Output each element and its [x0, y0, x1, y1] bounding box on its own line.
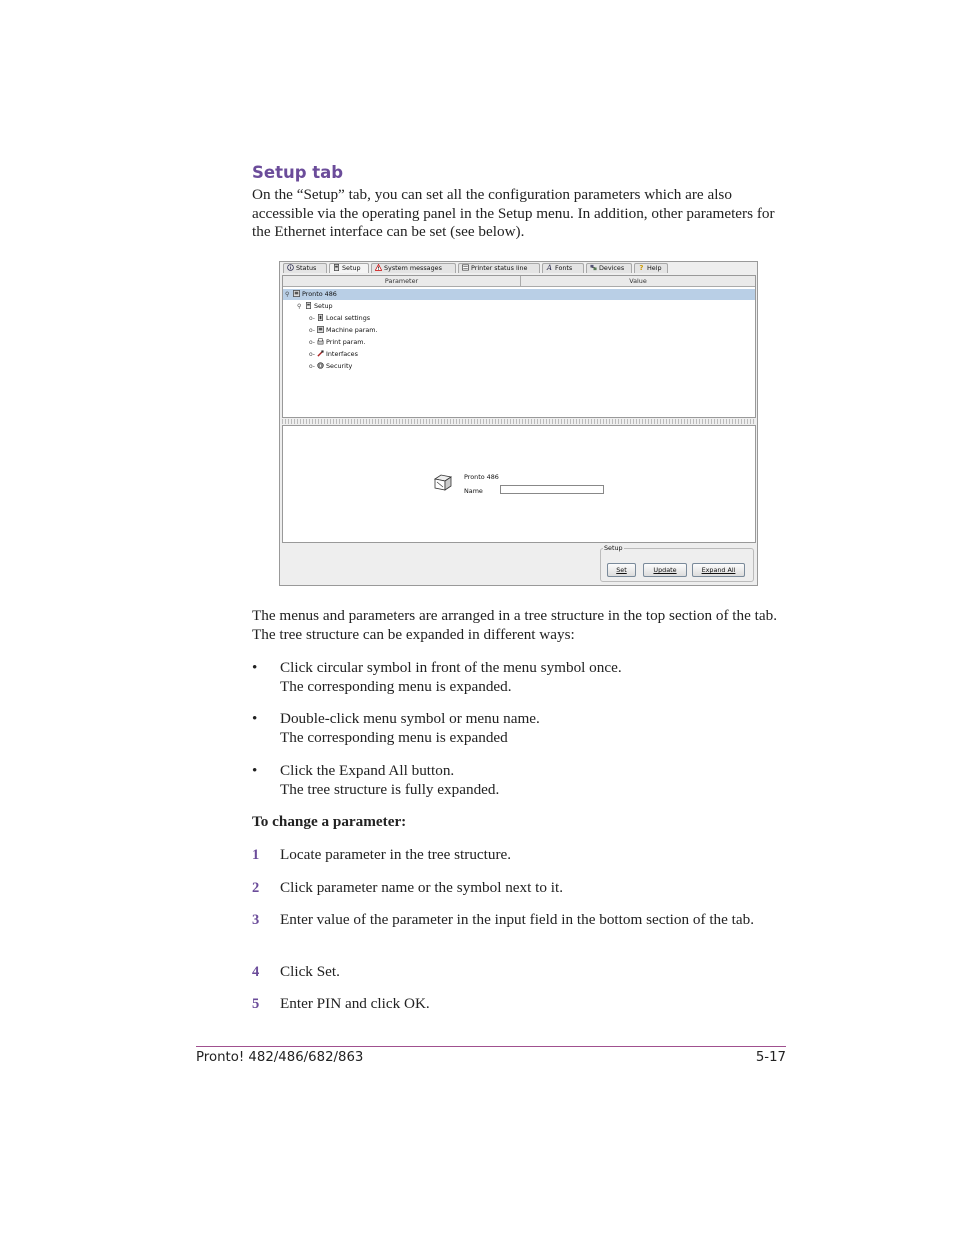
bullet-action: Click circular symbol in front of the menu symbol once.	[280, 659, 622, 676]
bullet-mark: •	[252, 762, 258, 779]
tree-node-local-settings[interactable]	[309, 313, 370, 324]
update-button[interactable]: Update	[643, 563, 687, 577]
svg-text:?: ?	[639, 264, 644, 271]
tab-devices[interactable]	[586, 263, 632, 273]
collapsed-toggle-icon[interactable]: o-	[309, 327, 315, 334]
tab-printer-status-line-label: Printer status line	[471, 264, 528, 272]
tree-node-label: Security	[326, 362, 353, 370]
tab-fonts[interactable]	[542, 263, 584, 273]
bullet-mark: •	[252, 659, 258, 676]
footer-page-number: 5-17	[755, 1050, 786, 1065]
warning-icon	[375, 264, 382, 271]
tab-status[interactable]	[283, 263, 327, 273]
tree-node-machine-param[interactable]	[309, 325, 378, 336]
tree-node-label: Print param.	[326, 338, 366, 346]
name-input[interactable]	[500, 485, 604, 494]
name-field-label: Name	[464, 487, 483, 495]
tree-node-root[interactable]	[283, 289, 755, 300]
bullet-result: The corresponding menu is expanded.	[280, 677, 512, 695]
interfaces-plug-icon	[317, 350, 324, 357]
step-number: 3	[252, 912, 260, 928]
machine-param-icon	[317, 326, 324, 333]
setup-menu-icon	[305, 302, 312, 309]
status-line-icon	[462, 264, 469, 271]
bullet-mark: •	[252, 710, 258, 727]
devices-icon	[590, 264, 597, 271]
step-text: Click Set.	[280, 963, 340, 980]
parameter-detail-panel	[282, 425, 756, 543]
tree-node-setup-label: Setup	[314, 302, 333, 310]
split-pane-divider[interactable]	[282, 419, 756, 424]
footer-rule	[196, 1046, 786, 1047]
step-number: 4	[252, 964, 260, 980]
tree-node-print-param[interactable]	[309, 337, 366, 348]
tab-setup-label: Setup	[342, 264, 361, 272]
help-icon	[638, 264, 645, 271]
tree-description-paragraph: The menus and parameters are arranged in a tree structure in the top section of the tab. The tree structure can be expanded in different ways:	[252, 607, 778, 643]
step-text: Enter value of the parameter in the input field in the bottom section of the tab.	[280, 911, 755, 928]
expand-toggle-icon[interactable]: ⚲	[285, 291, 290, 298]
tree-node-security[interactable]	[309, 361, 352, 372]
column-header-parameter[interactable]: Parameter	[283, 276, 521, 286]
tab-status-label: Status	[296, 264, 317, 272]
tree-column-headers	[283, 276, 755, 287]
section-heading: Setup tab	[252, 163, 344, 182]
tree-node-interfaces[interactable]	[309, 349, 358, 360]
tab-help-label: Help	[647, 264, 662, 272]
bullet-result: The corresponding menu is expanded	[280, 728, 508, 746]
svg-text:A: A	[546, 264, 552, 271]
tab-system-messages[interactable]	[371, 263, 456, 273]
tab-help[interactable]	[634, 263, 668, 273]
print-param-icon	[317, 338, 324, 345]
setup-tab-screenshot	[279, 261, 758, 586]
tab-system-messages-label: System messages	[384, 264, 442, 272]
tree-node-setup[interactable]	[297, 301, 333, 312]
security-lock-icon	[317, 362, 324, 369]
tree-node-root-label: Pronto 486	[302, 290, 337, 298]
step-number: 1	[252, 847, 260, 863]
step-text: Click parameter name or the symbol next to it.	[280, 879, 564, 896]
procedure-heading: To change a parameter:	[252, 813, 407, 830]
tree-node-label: Local settings	[326, 314, 371, 322]
set-button[interactable]: Set	[607, 563, 636, 577]
tab-bar	[281, 263, 756, 274]
collapsed-toggle-icon[interactable]: o-	[309, 351, 315, 358]
tab-fonts-label: Fonts	[555, 264, 573, 272]
printer-icon	[293, 290, 300, 297]
button-group-label: Setup	[604, 544, 623, 552]
parameter-tree-panel	[282, 275, 756, 418]
setup-button-group	[600, 544, 754, 582]
bullet-action: Click the Expand All button.	[280, 762, 455, 779]
bullet-result: The tree structure is fully expanded.	[280, 780, 500, 798]
font-icon	[546, 264, 553, 271]
device-name-label: Pronto 486	[464, 473, 499, 481]
tree-node-label: Machine param.	[326, 326, 378, 334]
step-text: Locate parameter in the tree structure.	[280, 846, 512, 863]
intro-paragraph: On the “Setup” tab, you can set all the configuration parameters which are also accessible via the operating panel in the Setup menu. In addition, other parameters for the Ethernet interface can be set (see below).	[252, 186, 775, 240]
tab-setup[interactable]	[329, 263, 369, 273]
collapsed-toggle-icon[interactable]: o-	[309, 315, 315, 322]
step-number: 5	[252, 996, 260, 1012]
device-cube-icon	[433, 473, 453, 491]
printer-setup-icon	[333, 264, 340, 271]
footer-product-name: Pronto! 482/486/682/863	[196, 1050, 364, 1065]
step-number: 2	[252, 880, 260, 896]
bullet-action: Double-click menu symbol or menu name.	[280, 710, 540, 727]
collapsed-toggle-icon[interactable]: o-	[309, 339, 315, 346]
info-icon	[287, 264, 294, 271]
column-header-value[interactable]: Value	[629, 277, 647, 285]
step-text: Enter PIN and click OK.	[280, 995, 430, 1012]
tab-printer-status-line[interactable]	[458, 263, 540, 273]
expand-all-button[interactable]: Expand All	[692, 563, 745, 577]
local-settings-icon	[317, 314, 324, 321]
tree-node-label: Interfaces	[326, 350, 358, 358]
tab-devices-label: Devices	[599, 264, 625, 272]
collapsed-toggle-icon[interactable]: o-	[309, 363, 315, 370]
expand-toggle-icon[interactable]: ⚲	[297, 303, 302, 310]
